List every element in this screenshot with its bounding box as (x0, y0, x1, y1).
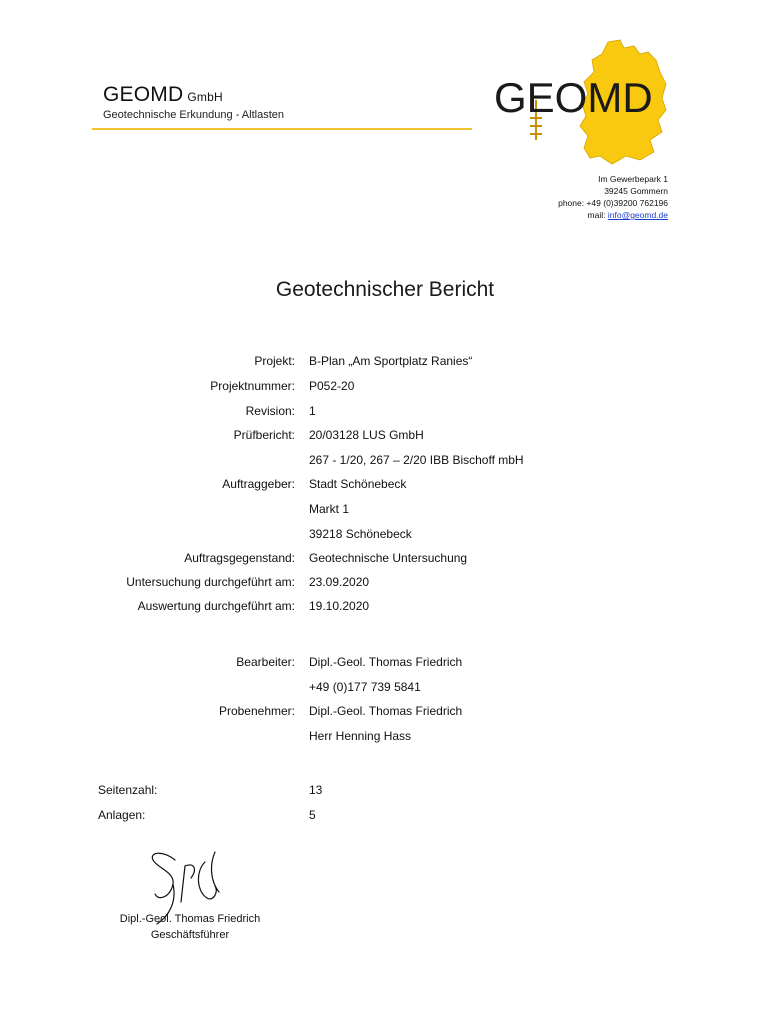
address-city: 39245 Gommern (604, 186, 668, 196)
phone-number: +49 (0)39200 762196 (586, 198, 668, 208)
revision-label: Revision: (245, 404, 295, 418)
mail-link[interactable]: info@geomd.de (607, 210, 668, 220)
auftragsgegenstand-value: Geotechnische Untersuchung (309, 551, 468, 565)
seitenzahl-label: Seitenzahl: (98, 783, 158, 797)
company-tagline: Geotechnische Erkundung - Altlasten (103, 109, 285, 121)
auftraggeber-label: Auftraggeber: (222, 477, 295, 491)
revision-value: 1 (309, 404, 316, 418)
phone-label: phone: (558, 198, 585, 208)
pruefbericht-value-2: 267 - 1/20, 267 – 2/20 IBB Bischoff mbH (309, 453, 524, 467)
projekt-value: B-Plan „Am Sportplatz Ranies“ (309, 354, 473, 368)
anlagen-value: 5 (309, 808, 316, 822)
geomd-logo (490, 38, 680, 166)
auftraggeber-value-1: Stadt Schönebeck (309, 477, 407, 491)
address-street: Im Gewerbepark 1 (598, 174, 668, 184)
address-mail (558, 209, 668, 221)
document-title: Geotechnischer Bericht (275, 278, 495, 301)
auftragsgegenstand-label: Auftragsgegenstand: (184, 551, 295, 565)
anlagen-label: Anlagen: (98, 808, 146, 822)
untersuchung-value: 23.09.2020 (309, 575, 370, 589)
mail-label: mail: (587, 210, 606, 220)
probenehmer-label: Probenehmer: (218, 704, 295, 718)
projekt-label: Projekt: (254, 354, 295, 368)
logo-text: GEOMD (494, 74, 653, 121)
company-name (103, 83, 223, 107)
auftraggeber-value-2: Markt 1 (309, 502, 350, 516)
auswertung-label: Auswertung durchgeführt am: (137, 599, 295, 613)
company-name-text: GEOMD (103, 83, 184, 106)
projektnummer-label: Projektnummer: (210, 379, 295, 393)
header-divider (92, 128, 472, 130)
signature-role: Geschäftsführer (150, 929, 230, 941)
projektnummer-value: P052-20 (309, 379, 355, 393)
probenehmer-value-2: Herr Henning Hass (309, 729, 412, 743)
pruefbericht-value-1: 20/03128 LUS GmbH (309, 428, 424, 442)
bearbeiter-value-2: +49 (0)177 739 5841 (309, 680, 421, 694)
bearbeiter-value-1: Dipl.-Geol. Thomas Friedrich (309, 655, 463, 669)
pruefbericht-label: Prüfbericht: (233, 428, 295, 442)
signature-name: Dipl.-Geol. Thomas Friedrich (119, 913, 261, 925)
untersuchung-label: Untersuchung durchgeführt am: (126, 575, 295, 589)
company-address (558, 173, 668, 221)
seitenzahl-value: 13 (309, 783, 323, 797)
bearbeiter-label: Bearbeiter: (236, 655, 295, 669)
company-suffix: GmbH (187, 90, 223, 104)
address-phone (558, 197, 668, 209)
auftraggeber-value-3: 39218 Schönebeck (309, 527, 412, 541)
probenehmer-value-1: Dipl.-Geol. Thomas Friedrich (309, 704, 463, 718)
auswertung-value: 19.10.2020 (309, 599, 370, 613)
